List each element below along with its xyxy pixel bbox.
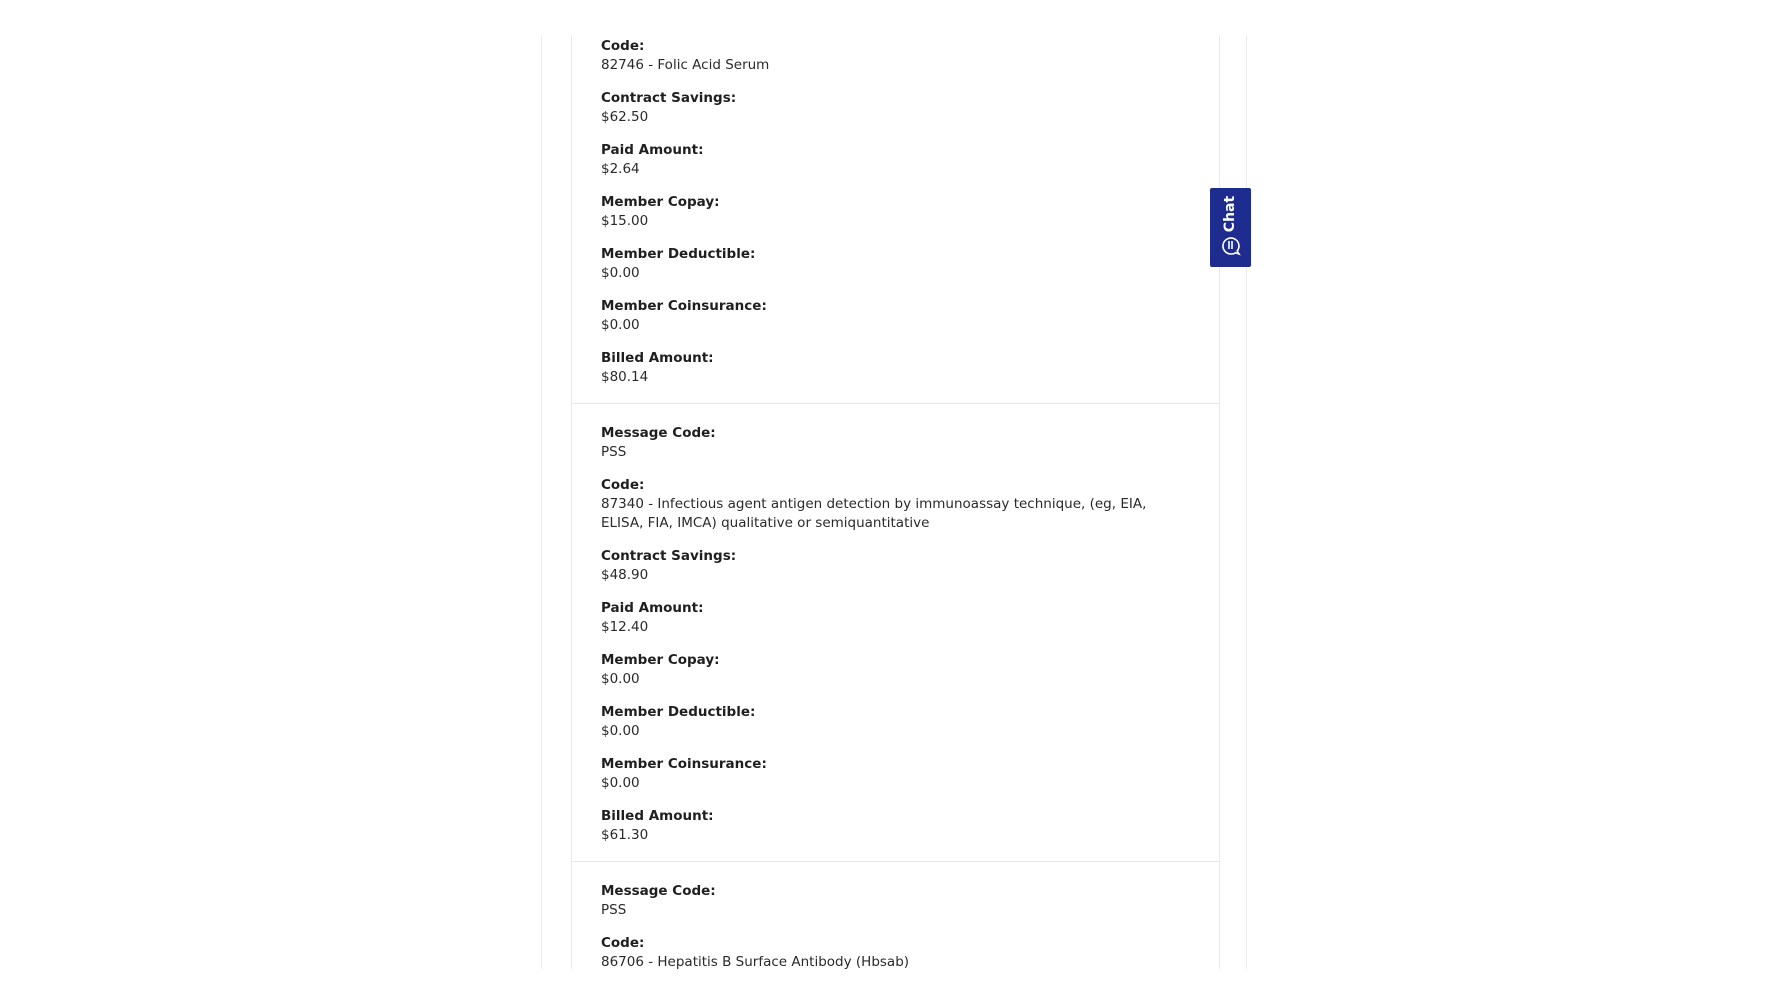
field-value: 82746 - Folic Acid Serum: [601, 57, 770, 73]
field-value: $48.90: [601, 567, 649, 583]
field-value: $2.64: [601, 161, 640, 177]
chat-button[interactable]: [1210, 188, 1251, 267]
chat-tab-inner: [1210, 188, 1251, 267]
field-value: $0.00: [601, 723, 640, 739]
chat-bubble-icon: [1220, 233, 1242, 259]
paid-amount-field: [601, 141, 1190, 179]
paid-amount-field: [601, 599, 1190, 637]
member-coinsurance-field: [601, 755, 1190, 793]
chat-label: Chat: [1222, 195, 1238, 233]
field-value: $0.00: [601, 265, 640, 281]
code-field: [601, 934, 1190, 969]
field-label: Paid Amount:: [601, 600, 704, 616]
claim-line-section: [572, 862, 1219, 969]
billed-amount-field: [601, 349, 1190, 387]
field-value: $12.40: [601, 619, 649, 635]
field-value: $80.14: [601, 369, 649, 385]
member-copay-field: [601, 651, 1190, 689]
field-label: Member Deductible:: [601, 246, 756, 262]
member-deductible-field: [601, 245, 1190, 283]
field-value: $0.00: [601, 317, 640, 333]
member-coinsurance-field: [601, 297, 1190, 335]
field-label: Paid Amount:: [601, 142, 704, 158]
field-value: $61.30: [601, 827, 649, 843]
field-label: Contract Savings:: [601, 90, 737, 106]
code-field: [601, 37, 1190, 75]
message-code-field: [601, 424, 1190, 462]
field-value: $62.50: [601, 109, 649, 125]
field-value: $0.00: [601, 775, 640, 791]
field-label: Billed Amount:: [601, 808, 714, 824]
field-label: Code:: [601, 477, 645, 493]
claim-line-section: [572, 404, 1219, 862]
field-label: Code:: [601, 38, 645, 54]
contract-savings-field: [601, 89, 1190, 127]
field-label: Member Copay:: [601, 194, 720, 210]
field-label: Billed Amount:: [601, 350, 714, 366]
field-label: Message Code:: [601, 425, 716, 441]
field-value: 87340 - Infectious agent antigen detection by immunoassay technique, (eg, EIA, ELISA, FIA, IMCA) qualitative or semiquantitative: [601, 496, 1147, 531]
field-label: Message Code:: [601, 883, 716, 899]
claim-lines-column[interactable]: [571, 35, 1220, 969]
contract-savings-field: [601, 547, 1190, 585]
field-label: Member Deductible:: [601, 704, 756, 720]
field-value: $15.00: [601, 213, 649, 229]
member-deductible-field: [601, 703, 1190, 741]
field-value: PSS: [601, 902, 627, 918]
field-label: Member Coinsurance:: [601, 756, 767, 772]
field-label: Contract Savings:: [601, 548, 737, 564]
field-value: 86706 - Hepatitis B Surface Antibody (Hbsab): [601, 954, 910, 969]
field-label: Member Copay:: [601, 652, 720, 668]
code-field: [601, 476, 1190, 533]
field-label: Member Coinsurance:: [601, 298, 767, 314]
field-value: PSS: [601, 444, 627, 460]
member-copay-field: [601, 193, 1190, 231]
claim-line-section: [572, 35, 1219, 404]
message-code-field: [601, 882, 1190, 920]
billed-amount-field: [601, 807, 1190, 845]
field-value: $0.00: [601, 671, 640, 687]
field-label: Code:: [601, 935, 645, 951]
